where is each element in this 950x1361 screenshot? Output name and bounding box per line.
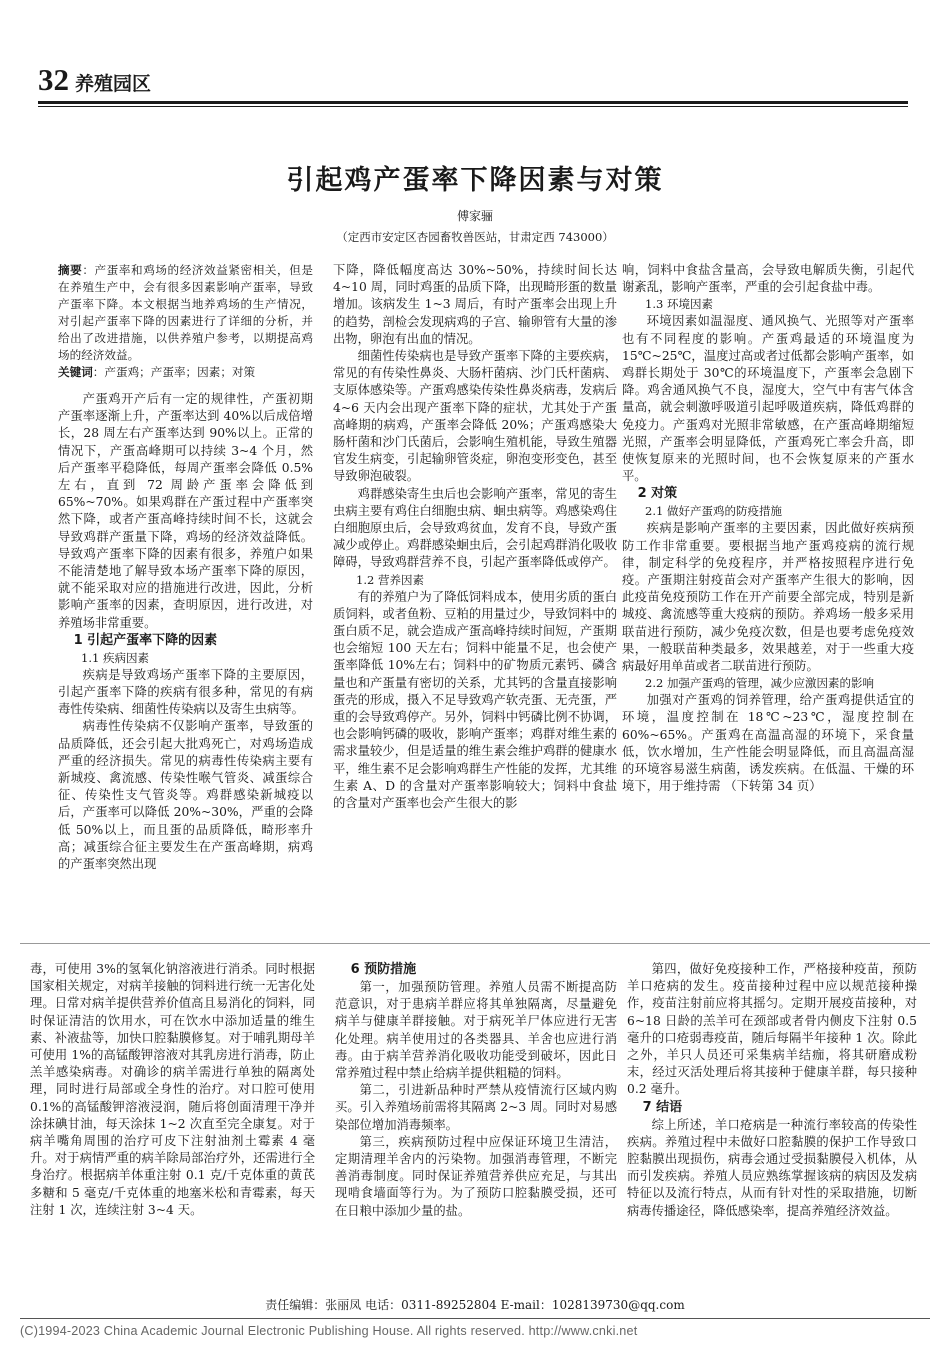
keywords-text: ：产蛋鸡；产蛋率；因素；对策 xyxy=(92,365,256,379)
paragraph: 病毒性传染病不仅影响产蛋率，导致蛋的品质降低，还会引起大批鸡死亡，对鸡场造成严重的经济损失。常见的病毒性传染病主要有新城疫、禽流感、传染性喉气管炎、减蛋综合征、传染性支气管炎等。鸡群感染新城疫以后，产蛋率可以降低 20%~30%，严重的会降低 50%以上，而且蛋的品质降低，畸形率升高；减蛋综合征主要发生在产蛋高峰期，病鸡的产蛋率突然出现 xyxy=(58,719,313,872)
subsection-heading: 1.1 疾病因素 xyxy=(81,650,149,665)
paragraph xyxy=(622,692,914,795)
paragraph: 第一，加强预防管理。养殖人员需不断提高防范意识，对于患病羊群应将其单独隔离，尽量避免病羊与健康羊群接触。对于病死羊尸体应进行无害化处理。病羊使用过的各类器具、羊舍也应进行消毒。由于病羊营养消化吸收功能受到破坏，因此日常养殖过程中禁止给病羊提供粗糙的饲料。 xyxy=(335,980,617,1081)
paragraph: 下降，降低幅度高达 30%~50%，持续时间长达 4~10 周，同时鸡蛋的品质下降，出现畸形蛋的数量增加。该病发生 1~3 周后，有时产蛋率会出现上升的趋势，剖检会发现病鸡的子宫、输卵管有大量的渗出物，卵泡有出血的情况。 xyxy=(333,263,617,346)
continued-note: （下转第 34 页） xyxy=(724,779,822,794)
upper-column-3 xyxy=(622,262,914,795)
lower-column-2 xyxy=(335,961,617,1220)
paragraph: 第四，做好免疫接种工作，严格接种疫苗，预防羊口疮病的发生。疫苗接种过程中应以规范接种操作，疫苗注射前应将其摇匀。定期开展疫苗接种，对 6~18 日龄的羔羊可在颈部或者骨内侧皮下注射 0.5 毫升的口疮弱毒疫苗，随后每隔半年接种 1 次。除此之外，羊只人员还可采集病羊结痂，将其研磨成粉末，经过灭活处理后将其接种于健康羊群，每只接种 0.2 毫升。 xyxy=(627,962,917,1097)
affiliation: （定西市安定区杏园畜牧兽医站，甘肃定西 743000） xyxy=(336,230,614,244)
lower-column-1 xyxy=(30,961,315,1219)
abstract-text: ：产蛋率和鸡场的经济效益紧密相关，但是在养殖生产中，会有很多因素影响产蛋率，导致产蛋率下降。本文根据当地养鸡场的生产情况，对引起产蛋率下降的因素进行了详细的分析，并给出了改进措施，以供养殖户参考，以期提高鸡场的经济效益。 xyxy=(58,263,313,362)
abstract xyxy=(58,262,313,364)
section-heading: 6 预防措施 xyxy=(350,962,417,977)
section-heading: 1 引起产蛋率下降的因素 xyxy=(73,632,218,648)
paragraph-text: 加强对产蛋鸡的饲养管理，给产蛋鸡提供适宜的环境，温度控制在 18℃~23℃，湿度控制在 60%~65%。产蛋鸡在高温高湿的环境下，采食量低，饮水增加，生产性能会明显降低，而且高温高湿的环境容易滋生病菌，诱发疾病。在低温、干燥的环境下，用于维持需 xyxy=(622,693,914,794)
paragraph: 响，饲料中食盐含量高，会导致电解质失衡，引起代谢紊乱，影响产蛋率，严重的会引起食盐中毒。 xyxy=(622,263,914,295)
paragraph: 有的养殖户为了降低饲料成本，使用劣质的蛋白质饲料，或者鱼粉、豆粕的用量过少，导致饲料中的蛋白质不足，就会造成产蛋高峰持续时间短，产蛋期也会缩短 100 天左右；饲料中能量不足，也会使产蛋率降低 10%左右；饲料中的矿物质元素钙、磷含量也和产蛋量有密切的关系，尤其钙的含量直接影响蛋壳的形成，摄入不足导致鸡产软壳蛋、无壳蛋，严重的会导致鸡停产。另外，饲料中钙磷比例不协调，也会影响钙磷的吸收，影响产蛋率；鸡群对维生素的需求量较少，但是适量的维生素会维护鸡群的健康水平，维生素不足会影响鸡群生产性能的发挥，尤其维生素 A、D 的含量对产蛋率影响较大；饲料中食盐的含量对产蛋率也会产生很大的影 xyxy=(333,589,617,811)
paragraph: 产蛋鸡开产后有一定的规律性，产蛋初期产蛋率逐渐上升，产蛋率达到 40%以后成倍增长，28 周左右产蛋率达到 90%以上。正常的情况下，产蛋高峰期可以持续 3~4 个月，然后产蛋率平稳降低，每周产蛋率会降低 0.5%左右，直到 72 周龄产蛋率会降低到 65%~70%。如果鸡群在产蛋过程中产蛋率突然下降，或者产蛋高峰持续时间不长，这就会导致鸡群产蛋量下降，鸡场的经济效益降低。导致鸡产蛋率下降的因素有很多，养殖户如果不能清楚地了解导致本场产蛋率下降的原因，就不能采取对应的措施进行改进，因此，分析影响产蛋率的因素，查明原因，进行改进，对养殖场非常重要。 xyxy=(58,392,313,630)
keywords-label: 关键词 xyxy=(58,365,93,379)
author: 傅家骊 xyxy=(456,209,493,223)
copyright-line: (C)1994-2023 China Academic Journal Electronic Publishing House. All rights reserved. http://www.cnki.net xyxy=(20,1324,638,1338)
page-number: 32 xyxy=(38,62,69,97)
subsection-heading: 1.3 环境因素 xyxy=(645,297,713,312)
header-rule xyxy=(38,101,908,104)
running-header xyxy=(38,64,151,96)
header-rule-thin xyxy=(38,106,908,107)
footer-rule xyxy=(20,1318,930,1319)
article-divider xyxy=(20,943,930,944)
paragraph: 毒，可使用 3%的氢氧化钠溶液进行消杀。同时根据国家相关规定，对病羊接触的饲料进行统一无害化处理。日常对病羊提供营养价值高且易消化的饲料，同时保证清洁的饮用水，可在饮水中添加适量的维生素、补液盐等，加快口腔黏膜修复。对于哺乳期母羊可使用 1%的高锰酸钾溶液对其乳房进行消毒，防止羔羊感染病毒。对确诊的病羊需进行单独的隔离处理，同时进行局部或全身性的治疗。对口腔可使用 0.1%的高锰酸钾溶液浸润，随后将创面清理干净并涂抹碘甘油，每天涂抹 1~2 次直至完全康复。对于病羊嘴角周围的治疗可皮下注射油剂土霉素 4 毫升。对于病情严重的病羊除局部治疗外，还需进行全身治疗。根据病羊体重注射 0.1 克/千克体重的黄芪多糖和 5 毫克/千克体重的地塞米松和青霉素，每天注射 1 次，连续注射 3~4 天。 xyxy=(30,962,315,1217)
paragraph: 鸡群感染寄生虫后也会影响产蛋率，常见的寄生虫病主要有鸡住白细胞虫病、蛔虫病等。鸡感染鸡住白细胞原虫后，会导致鸡贫血，发育不良，导致产蛋减少或停止。鸡群感染蛔虫后，会引起鸡群消化吸收障碍，导致鸡群营养不良，引起产蛋率降低或停产。 xyxy=(333,486,617,570)
article-title: 引起鸡产蛋率下降因素与对策 xyxy=(286,165,664,196)
section-heading: 7 结语 xyxy=(642,1099,683,1115)
paragraph: 综上所述，羊口疮病是一种流行率较高的传染性疾病。养殖过程中未做好口腔黏膜的保护工作导致口腔黏膜出现损伤，病毒会通过受损黏膜侵入机体，从而引发疾病。养殖人员应熟练掌握该病的病因及发病特征以及流行特点，从而有针对性的采取措施，切断病毒传播途径，降低感染率，提高养殖经济效益。 xyxy=(627,1117,917,1218)
section-name: 养殖园区 xyxy=(75,73,152,95)
upper-column-1 xyxy=(58,262,313,873)
paragraph: 第三，疾病预防过程中应保证环境卫生清洁，定期清理羊舍内的污染物。加强消毒管理，不断完善消毒制度。同时保证养殖营养供应充足，与其出现啃食墙面等行为。为了预防口腔黏膜受损，还可在日粮中添加少量的盐。 xyxy=(335,1134,617,1218)
section-heading: 2 对策 xyxy=(637,486,678,502)
abstract-label: 摘要 xyxy=(58,263,83,277)
subsection-heading: 2.1 做好产蛋鸡的防疫措施 xyxy=(645,504,782,519)
paragraph: 疾病是导致鸡场产蛋率下降的主要原因，引起产蛋率下降的疾病有很多种，常见的有病毒性传染病、细菌性传染病以及寄生虫病等。 xyxy=(58,667,313,717)
paragraph: 环境因素如温湿度、通风换气、光照等对产蛋率也有不同程度的影响。产蛋鸡最适的环境温度为 15℃~25℃，温度过高或者过低都会影响产蛋率，如鸡群长期处于 30℃的环境温度下，产蛋率会急剧下降。鸡舍通风换气不良，湿度大，空气中有害气体含量高，就会刺激呼吸道引起呼吸道疾病，降低鸡群的免疫力。产蛋鸡对光照非常敏感，在产蛋高峰期缩短光照，产蛋率会明显降低，产蛋鸡死亡率会升高，即使恢复原来的光照时间，也不会恢复原来的产蛋水平。 xyxy=(622,314,914,484)
editor-footer: 责任编辑：张丽凤 电话：0311-89252804 E-mail：1028139730@qq.com xyxy=(265,1298,685,1312)
subsection-heading: 2.2 加强产蛋鸡的管理，减少应激因素的影响 xyxy=(645,676,874,691)
lower-column-3 xyxy=(627,961,917,1220)
keywords xyxy=(58,364,313,381)
paragraph: 第二，引进新品种时严禁从疫情流行区域内购买。引入养殖场前需将其隔离 2~3 周。同时对易感染部位增加消毒频率。 xyxy=(335,1083,617,1132)
upper-column-2 xyxy=(333,262,617,812)
paragraph: 细菌性传染病也是导致产蛋率下降的主要疾病，常见的有传染性鼻炎、大肠杆菌病、沙门氏杆菌病、支原体感染等。产蛋鸡感染传染性鼻炎病毒，发病后 4~6 天内会出现产蛋率下降的症状，尤其处于产蛋高峰期的病鸡，产蛋率会降低 20%；产蛋鸡感染大肠杆菌和沙门氏菌后，会影响生殖机能，导致生殖器官发生病变，引起输卵管炎症，卵泡变形变色，甚至导致卵泡破裂。 xyxy=(333,349,617,484)
subsection-heading: 1.2 营养因素 xyxy=(356,572,424,587)
paragraph: 疾病是影响产蛋率的主要因素，因此做好疾病预防工作非常重要。要根据当地产蛋鸡疫病的流行规律，制定科学的免疫程序，并严格按照程序进行免疫。产蛋期注射疫苗会对产蛋率产生很大的影响，因此疫苗免疫预防工作在开产前要全部完成，特别是新城疫、禽流感等重大疫病的预防。养鸡场一般多采用联苗进行预防，减少免疫次数，但是也要考虑免疫效果，一般联苗种类最多，效果越差，对于一些重大疫病最好用单苗或者二联苗进行预防。 xyxy=(622,521,914,674)
